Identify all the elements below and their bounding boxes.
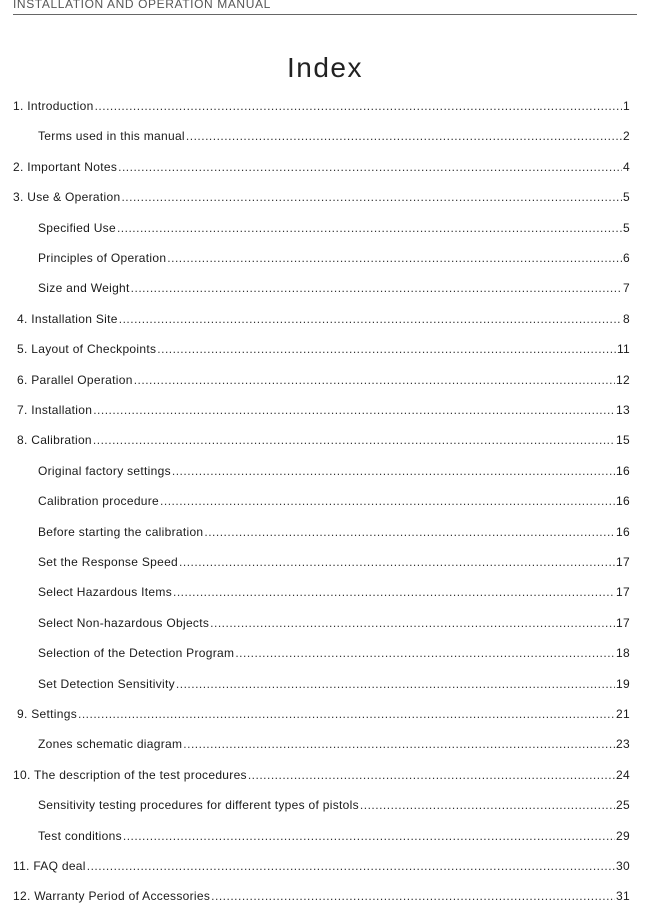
toc-entry-label: Set Detection Sensitivity xyxy=(38,676,175,691)
toc-entry-label: Size and Weight xyxy=(38,281,130,296)
dot-leader xyxy=(160,494,615,508)
toc-entry-page-number: 18 xyxy=(616,646,630,661)
toc-entry-page-number: 21 xyxy=(616,707,630,721)
toc-entry[interactable] xyxy=(0,160,650,180)
toc-entry-label: Principles of Operation xyxy=(38,251,167,265)
toc-entry-label: Terms used in this manual xyxy=(38,129,185,144)
toc-entry-label: Test conditions xyxy=(38,828,122,843)
dot-leader xyxy=(176,677,615,691)
toc-entry[interactable] xyxy=(0,829,650,849)
toc-entry[interactable] xyxy=(0,312,650,332)
toc-entry-label: 7. Installation xyxy=(17,403,93,417)
dot-leader xyxy=(204,525,615,539)
dot-leader xyxy=(123,829,615,843)
toc-entry-page-number: 16 xyxy=(616,524,630,539)
toc-entry-page-number: 17 xyxy=(616,585,630,600)
toc-entry[interactable] xyxy=(0,646,650,666)
toc-entry-label: Calibration procedure xyxy=(38,494,160,509)
toc-entry[interactable] xyxy=(0,889,650,909)
toc-entry-label: Zones schematic diagram xyxy=(38,737,183,752)
toc-entry-page-number: 1 xyxy=(623,99,630,113)
dot-leader xyxy=(95,99,622,113)
toc-entry-page-number: 12 xyxy=(616,372,630,387)
toc-entry-page-number: 15 xyxy=(616,433,630,448)
toc-entry[interactable] xyxy=(0,99,650,119)
toc-entry-page-number: 31 xyxy=(616,889,630,904)
toc-entry-label: 12. Warranty Period of Accessories xyxy=(13,889,211,904)
toc-entry[interactable] xyxy=(0,707,650,727)
toc-entry-label: 1. Introduction xyxy=(13,99,94,113)
toc-entry-label: 8. Calibration xyxy=(17,433,92,448)
dot-leader xyxy=(183,737,615,751)
toc-entry[interactable] xyxy=(0,221,650,241)
toc-entry-page-number: 30 xyxy=(616,859,630,873)
toc-entry[interactable] xyxy=(0,403,650,423)
page-title: Index xyxy=(287,52,363,83)
toc-entry[interactable] xyxy=(0,525,650,545)
toc-entry-label: Select Non-hazardous Objects xyxy=(38,615,210,630)
toc-entry-label: 4. Installation Site xyxy=(17,311,118,326)
toc-entry[interactable] xyxy=(0,555,650,575)
toc-entry-page-number: 4 xyxy=(623,159,630,174)
toc-entry-page-number: 25 xyxy=(616,798,630,813)
toc-entry-label: 3. Use & Operation xyxy=(13,190,121,205)
toc-entry-page-number: 29 xyxy=(616,828,630,843)
dot-leader xyxy=(179,555,615,569)
toc-entry[interactable] xyxy=(0,281,650,301)
dot-leader xyxy=(131,281,622,295)
dot-leader xyxy=(248,768,615,782)
toc-entry-label: Select Hazardous Items xyxy=(38,585,172,600)
toc-entry-page-number: 7 xyxy=(623,281,630,296)
toc-entry[interactable] xyxy=(0,616,650,636)
toc-entry-page-number: 24 xyxy=(616,767,630,782)
dot-leader xyxy=(93,433,615,447)
manual-header: INSTALLATION AND OPERATION MANUAL xyxy=(13,0,637,15)
toc-entry-label: Specified Use xyxy=(38,220,116,235)
toc-entry[interactable] xyxy=(0,433,650,453)
toc-entry-page-number: 17 xyxy=(616,555,630,569)
toc-entry-page-number: 19 xyxy=(616,676,630,691)
toc-entry[interactable] xyxy=(0,129,650,149)
dot-leader xyxy=(235,646,615,660)
toc-entry-page-number: 17 xyxy=(616,615,630,630)
toc-entry[interactable] xyxy=(0,798,650,818)
toc-entry-label: Sensitivity testing procedures for different types of pistols xyxy=(38,798,359,813)
toc-entry[interactable] xyxy=(0,464,650,484)
toc-entry[interactable] xyxy=(0,342,650,362)
toc-entry-label: Set the Response Speed xyxy=(38,555,179,569)
toc-entry-label: 11. FAQ deal xyxy=(13,859,86,873)
toc-entry[interactable] xyxy=(0,677,650,697)
toc-entry-label: 9. Settings xyxy=(17,707,78,721)
toc-entry-page-number: 6 xyxy=(623,251,630,265)
dot-leader xyxy=(93,403,615,417)
dot-leader xyxy=(172,464,615,478)
toc-entry[interactable] xyxy=(0,859,650,879)
toc-entry-page-number: 5 xyxy=(623,190,630,205)
toc-entry-label: 5. Layout of Checkpoints xyxy=(17,342,157,357)
dot-leader xyxy=(186,129,622,143)
dot-leader xyxy=(119,312,622,326)
toc-entry-label: Original factory settings xyxy=(38,463,171,478)
toc-entry[interactable] xyxy=(0,251,650,271)
toc-entry[interactable] xyxy=(0,190,650,210)
toc-entry-label: 2. Important Notes xyxy=(13,159,118,174)
toc-entry-page-number: 23 xyxy=(616,737,630,752)
toc-entry-page-number: 16 xyxy=(616,494,630,509)
toc-entry-label: Selection of the Detection Program xyxy=(38,646,235,661)
toc-entry-label: Before starting the calibration xyxy=(38,524,204,539)
toc-entry[interactable] xyxy=(0,494,650,514)
toc-entry-page-number: 16 xyxy=(616,463,630,478)
dot-leader xyxy=(121,190,622,204)
dot-leader xyxy=(87,859,615,873)
toc-entry-page-number: 2 xyxy=(623,129,630,144)
dot-leader xyxy=(360,798,615,812)
dot-leader xyxy=(117,221,622,235)
toc-entry-label: 6. Parallel Operation xyxy=(17,372,133,387)
toc-entry-page-number: 8 xyxy=(623,311,630,326)
toc-entry-page-number: 5 xyxy=(623,220,630,235)
dot-leader xyxy=(173,585,615,599)
toc-entry[interactable] xyxy=(0,737,650,757)
dot-leader xyxy=(211,889,615,903)
toc-entry[interactable] xyxy=(0,585,650,605)
toc-entry[interactable] xyxy=(0,373,650,393)
dot-leader xyxy=(78,707,615,721)
dot-leader xyxy=(157,342,616,356)
dot-leader xyxy=(167,251,622,265)
dot-leader xyxy=(134,373,615,387)
dot-leader xyxy=(118,160,622,174)
toc-entry[interactable] xyxy=(0,768,650,788)
toc-entry-label: 10. The description of the test procedures xyxy=(13,767,247,782)
toc-entry-page-number: 13 xyxy=(616,403,630,417)
dot-leader xyxy=(210,616,615,630)
toc-entry-page-number: 11 xyxy=(616,342,630,357)
